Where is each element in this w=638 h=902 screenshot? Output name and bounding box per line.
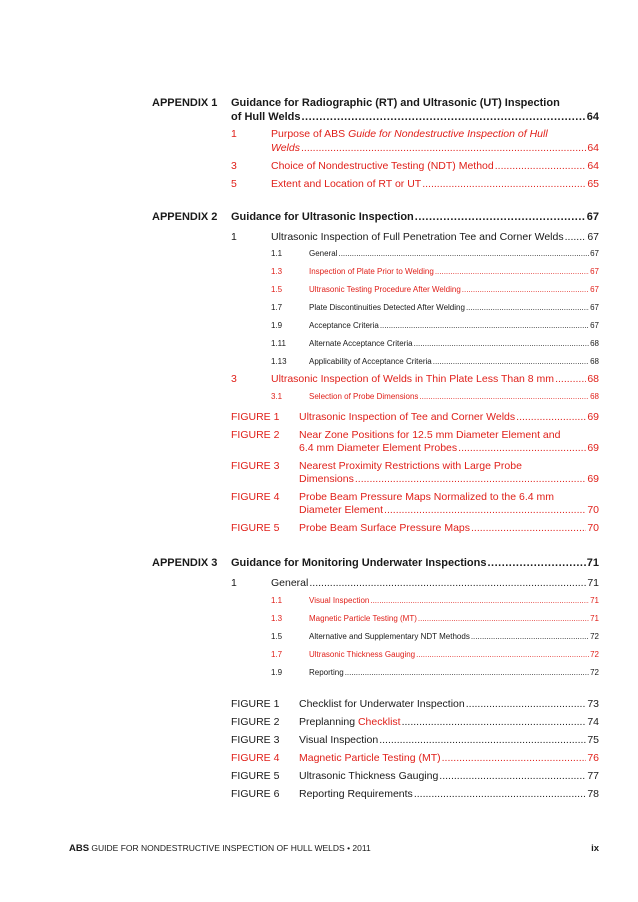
entry-title-italic: Guide for Nondestructive Inspection of Hull xyxy=(348,128,548,140)
subsection-number: 1.5 xyxy=(271,632,283,641)
leader-dots xyxy=(565,232,587,243)
leader-dots xyxy=(419,393,589,401)
subsection-number: 1.3 xyxy=(271,614,283,623)
leader-dots xyxy=(345,669,589,677)
entry-title: Ultrasonic Thickness Gauging xyxy=(309,650,416,659)
figure-title: Probe Beam Surface Pressure Maps xyxy=(299,522,470,534)
entry-title-italic: Welds xyxy=(271,142,300,154)
subsection-number: 1.1 xyxy=(271,596,283,605)
appendix-label: APPENDIX 3 xyxy=(152,557,218,569)
figure-title: Preplanning xyxy=(299,716,358,728)
leader-dots xyxy=(422,179,586,190)
entry-title: Choice of Nondestructive Testing (NDT) Method xyxy=(271,160,494,172)
figure-label: FIGURE 6 xyxy=(231,788,280,800)
page-number: 71 xyxy=(590,614,599,623)
leader-dots xyxy=(466,699,587,710)
entry-title: Ultrasonic Inspection of Full Penetration Tee and Corner Welds xyxy=(271,231,564,243)
page-number: 72 xyxy=(590,668,599,677)
figure-label: FIGURE 5 xyxy=(231,770,280,782)
figure-label: FIGURE 3 xyxy=(231,734,280,746)
page-number: 67 xyxy=(587,231,599,243)
leader-dots xyxy=(516,412,586,423)
subsection-number: 1.5 xyxy=(271,285,283,294)
figure-label: FIGURE 1 xyxy=(231,411,280,423)
appendix-title: Guidance for Radiographic (RT) and Ultrasonic (UT) Inspection xyxy=(231,97,560,109)
subsection-number: 1.7 xyxy=(271,303,283,312)
figure-title: Ultrasonic Inspection of Tee and Corner Welds xyxy=(299,411,516,423)
page-number: 67 xyxy=(590,285,599,294)
page-number: 68 xyxy=(590,339,599,348)
page-number: 71 xyxy=(587,577,599,589)
leader-dots xyxy=(379,735,586,746)
page-number: 71 xyxy=(590,596,599,605)
entry-title: Magnetic Particle Testing (MT) xyxy=(309,614,417,623)
leader-dots xyxy=(338,250,589,258)
page-number: 77 xyxy=(587,770,599,782)
page-number: 69 xyxy=(587,442,599,454)
page-footer xyxy=(69,843,599,854)
page-number: 67 xyxy=(586,211,599,223)
entry-title: Plate Discontinuities Detected After Welding xyxy=(309,303,465,312)
leader-dots xyxy=(384,505,586,516)
entry-title: Alternate Acceptance Criteria xyxy=(309,339,413,348)
page-number: 74 xyxy=(587,716,599,728)
page-number: 72 xyxy=(590,650,599,659)
figure-title-cont: Diameter Element xyxy=(299,504,384,516)
figure-title-link: Checklist xyxy=(357,716,401,728)
subsection-number: 3.1 xyxy=(271,392,283,401)
entry-title: Selection of Probe Dimensions xyxy=(309,392,419,401)
figure-title: Ultrasonic Thickness Gauging xyxy=(299,770,439,782)
page-number: 68 xyxy=(590,357,599,366)
leader-dots xyxy=(416,651,589,659)
page-number: 67 xyxy=(590,249,599,258)
page-number: 75 xyxy=(587,734,599,746)
appendix-title: Guidance for Monitoring Underwater Inspections xyxy=(231,557,487,569)
entry-title: Ultrasonic Testing Procedure After Welding xyxy=(309,285,461,294)
figure-label: FIGURE 1 xyxy=(231,698,280,710)
footer-title: GUIDE FOR NONDESTRUCTIVE INSPECTION OF HULL WELDS • 2011 xyxy=(89,843,371,853)
page-number: 67 xyxy=(590,321,599,330)
entry-title: Reporting xyxy=(309,668,344,677)
figure-title-cont: Dimensions xyxy=(299,473,354,485)
page-number: 67 xyxy=(590,267,599,276)
figure-label: FIGURE 5 xyxy=(231,522,280,534)
leader-dots xyxy=(555,374,586,385)
leader-dots xyxy=(462,286,589,294)
leader-dots xyxy=(414,340,589,348)
figure-label: FIGURE 4 xyxy=(231,752,280,764)
page-number: 70 xyxy=(587,504,599,516)
section-number: 1 xyxy=(231,231,237,243)
figure-label: FIGURE 3 xyxy=(231,460,280,472)
page-number: 64 xyxy=(587,160,599,172)
leader-dots xyxy=(355,474,586,485)
entry-title: General xyxy=(309,249,338,258)
leader-dots xyxy=(414,789,587,800)
entry-title: Applicability of Acceptance Criteria xyxy=(309,357,432,366)
page-number: 65 xyxy=(587,178,599,190)
leader-dots xyxy=(466,304,589,312)
page-number: 69 xyxy=(587,411,599,423)
appendix-label: APPENDIX 1 xyxy=(152,97,218,109)
entry-title: Acceptance Criteria xyxy=(309,321,379,330)
leader-dots xyxy=(418,615,589,623)
leader-dots xyxy=(487,558,585,569)
subsection-number: 1.11 xyxy=(271,339,286,348)
figure-title-cont: 6.4 mm Diameter Element Probes xyxy=(299,442,458,454)
figure-title: Reporting Requirements xyxy=(299,788,413,800)
entry-title: Extent and Location of RT or UT xyxy=(271,178,422,190)
subsection-number: 1.1 xyxy=(271,249,283,258)
entry-title: Purpose of ABS xyxy=(271,128,349,140)
figure-title: Visual Inspection xyxy=(299,734,379,746)
abs-logo-text: ABS xyxy=(69,843,90,854)
leader-dots xyxy=(495,161,587,172)
page-number: 68 xyxy=(587,373,599,385)
section-number: 3 xyxy=(231,373,237,385)
section-number: 3 xyxy=(231,160,237,172)
page-number: 70 xyxy=(587,522,599,534)
entry-title: Ultrasonic Inspection of Welds in Thin Plate Less Than 8 mm xyxy=(271,373,555,385)
page-number: 72 xyxy=(590,632,599,641)
figure-title: Near Zone Positions for 12.5 mm Diameter Element and xyxy=(299,429,561,441)
subsection-number: 1.9 xyxy=(271,321,283,330)
leader-dots xyxy=(370,597,589,605)
subsection-number: 1.7 xyxy=(271,650,283,659)
leader-dots xyxy=(309,578,586,589)
leader-dots xyxy=(442,753,587,764)
section-number: 5 xyxy=(231,178,237,190)
leader-dots xyxy=(471,633,589,641)
footer-page-number: ix xyxy=(591,843,599,854)
page-number: 64 xyxy=(587,142,599,154)
subsection-number: 1.9 xyxy=(271,668,283,677)
figure-label: FIGURE 2 xyxy=(231,716,280,728)
leader-dots xyxy=(435,268,589,276)
leader-dots xyxy=(301,112,585,123)
leader-dots xyxy=(402,717,587,728)
figure-title: Magnetic Particle Testing (MT) xyxy=(299,752,441,764)
figure-title: Nearest Proximity Restrictions with Large Probe xyxy=(299,460,522,472)
appendix-label: APPENDIX 2 xyxy=(152,211,218,223)
leader-dots xyxy=(439,771,586,782)
page-number: 68 xyxy=(590,392,599,401)
page-number: 78 xyxy=(587,788,599,800)
page-number: 67 xyxy=(590,303,599,312)
entry-title: Alternative and Supplementary NDT Methods xyxy=(309,632,470,641)
leader-dots xyxy=(380,322,589,330)
entry-title: Inspection of Plate Prior to Welding xyxy=(309,267,434,276)
figure-title: Probe Beam Pressure Maps Normalized to the 6.4 mm xyxy=(299,491,555,503)
figure-title: Checklist for Underwater Inspection xyxy=(299,698,465,710)
leader-dots xyxy=(433,358,589,366)
appendix-title: Guidance for Ultrasonic Inspection xyxy=(231,211,414,223)
figure-label: FIGURE 4 xyxy=(231,491,280,503)
subsection-number: 1.3 xyxy=(271,267,283,276)
figure-label: FIGURE 2 xyxy=(231,429,280,441)
page-number: 64 xyxy=(586,111,599,123)
section-number: 1 xyxy=(231,128,237,140)
page-number: 69 xyxy=(587,473,599,485)
page-number: 71 xyxy=(586,557,599,569)
appendix-title-cont: of Hull Welds xyxy=(231,111,301,123)
subsection-number: 1.13 xyxy=(271,357,287,366)
leader-dots xyxy=(415,212,586,223)
page-number: 73 xyxy=(587,698,599,710)
leader-dots xyxy=(301,143,586,154)
page-number: 76 xyxy=(587,752,599,764)
entry-title: General xyxy=(271,577,309,589)
leader-dots xyxy=(471,523,586,534)
entry-title: Visual Inspection xyxy=(309,596,370,605)
leader-dots xyxy=(458,443,586,454)
section-number: 1 xyxy=(231,577,237,589)
